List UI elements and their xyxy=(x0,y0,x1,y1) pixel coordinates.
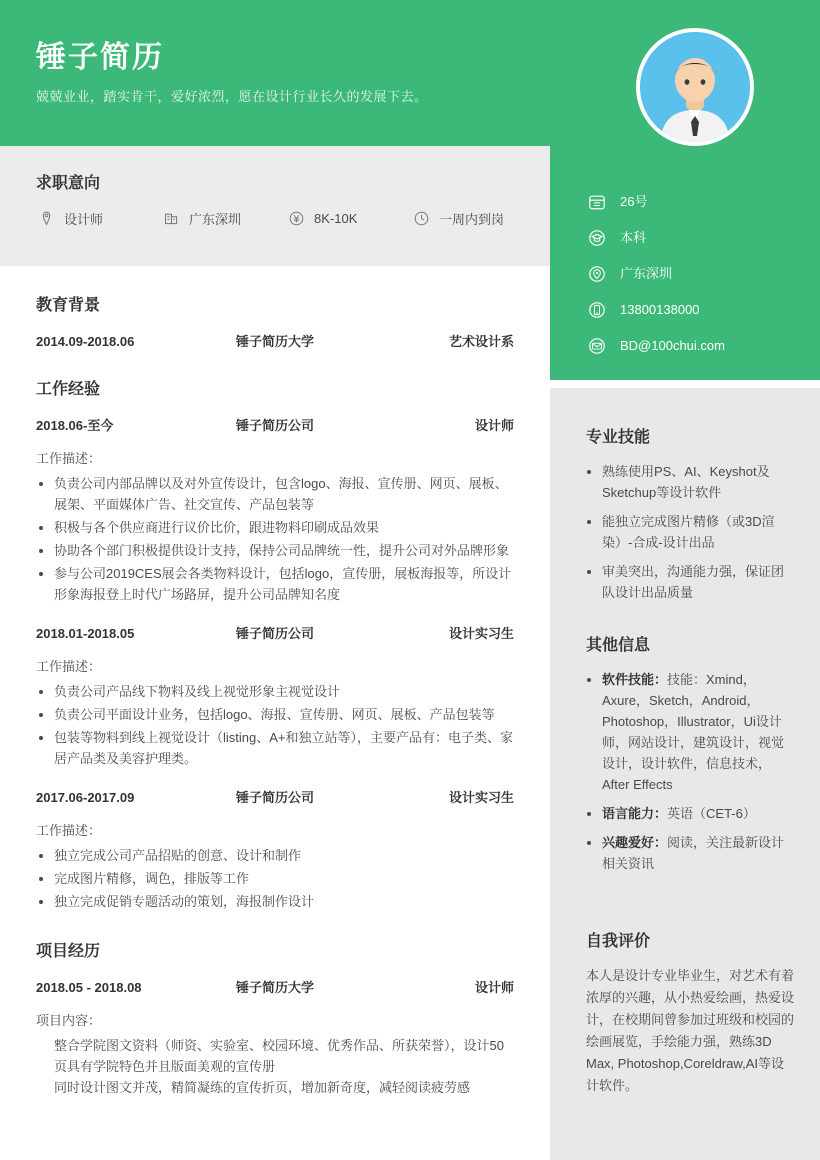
list-item: • 参与公司2019CES展会各类物料设计，包括logo，宣传册，展板海报等，所设计形象海报登上时代广场路屏，提升公司品牌知名度 xyxy=(54,563,514,605)
list-item: • 负责公司内部品牌以及对外宣传设计，包含logo、海报、宣传册、网页、展板、展架、平面媒体广告、社交宣传、产品包装等 xyxy=(54,473,514,515)
avatar-illustration xyxy=(640,32,750,142)
building-icon xyxy=(161,208,181,228)
list-item: • 熟练使用PS、AI、Keyshot及Sketchup等设计软件 xyxy=(602,461,796,503)
list-item: • 负责公司产品线下物料及线上视觉形象主视觉设计 xyxy=(54,681,514,702)
header-tagline: 兢兢业业，踏实肯干，爱好浓烈，愿在设计行业长久的发展下去。 xyxy=(36,89,428,104)
person-icon xyxy=(36,208,56,228)
graduation-icon xyxy=(586,227,608,249)
skills-list xyxy=(586,461,796,603)
item-label: 兴趣爱好： xyxy=(602,835,668,850)
contact-list xyxy=(586,192,806,372)
entry-role: 设计师 xyxy=(474,980,514,995)
list-item: • 积极与各个供应商进行议价比价，跟进物料印刷成品效果 xyxy=(54,517,514,538)
contact-item xyxy=(586,264,806,284)
entry-date: 2018.01-2018.05 xyxy=(36,626,135,641)
clock-icon xyxy=(411,208,431,228)
self-evaluation-text: 本人是设计专业毕业生，对艺术有着浓厚的兴趣，从小热爱绘画，热爱设计，在校期间曾参加过班级和校园的绘画展览，手绘能力强，熟练3D Max, Photoshop,Coreldraw,AI等设计软件。 xyxy=(586,968,795,1093)
entry-date: 2014.09-2018.06 xyxy=(36,334,135,349)
page-title: 锤子简历 xyxy=(36,41,164,74)
education-entry xyxy=(36,331,514,350)
entry-role: 艺术设计系 xyxy=(448,334,514,349)
job-intent-items xyxy=(36,208,536,228)
work-section xyxy=(0,376,550,912)
calendar-icon xyxy=(586,191,608,213)
item-label: 语言能力： xyxy=(602,806,668,821)
entry-org: 锤子简历公司 xyxy=(236,790,315,805)
list-item xyxy=(602,803,796,824)
education-section xyxy=(0,292,550,350)
entry-date: 2018.06-至今 xyxy=(36,418,114,433)
list-item: • 负责公司平面设计业务，包括logo、海报、宣传册、网页、展板、产品包装等 xyxy=(54,704,514,725)
avatar xyxy=(636,28,754,146)
list-item: • 能独立完成图片精修（或3D渲染）-合成-设计出品 xyxy=(602,511,796,553)
project-line: 同时设计图文并茂，精简凝练的宣传折页，增加新奇度，减轻阅读疲劳感 xyxy=(54,1080,471,1095)
entry-role: 设计实习生 xyxy=(448,790,514,805)
list-item: • 包装等物料到线上视觉设计（listing、A+和独立站等），主要产品有：电子类、家居产品类及美容护理类。 xyxy=(54,727,514,769)
work-entry-header xyxy=(36,787,514,806)
contact-item xyxy=(586,228,806,248)
entry-role: 设计实习生 xyxy=(448,626,514,641)
intent-item xyxy=(161,208,286,228)
desc-label: 项目内容： xyxy=(36,1013,102,1028)
other-info-section xyxy=(586,632,796,882)
list-item: • 协助各个部门积极提供设计支持，保持公司品牌统一性，提升公司对外品牌形象 xyxy=(54,540,514,561)
desc-label: 工作描述： xyxy=(36,659,102,674)
section-title-intent: 求职意向 xyxy=(36,175,101,192)
intent-text: 8K-10K xyxy=(314,210,358,226)
section-title-other: 其他信息 xyxy=(586,637,651,654)
contact-value: 广东深圳 xyxy=(620,266,673,281)
entry-org: 锤子简历公司 xyxy=(236,418,315,433)
entry-date: 2018.05 - 2018.08 xyxy=(36,980,142,995)
section-title-project: 项目经历 xyxy=(36,943,101,960)
entry-role: 设计师 xyxy=(474,418,514,433)
list-item: • 审美突出，沟通能力强，保证团队设计出品质量 xyxy=(602,561,796,603)
list-item: • 独立完成公司产品招贴的创意、设计和制作 xyxy=(54,845,514,866)
intent-text: 一周内到岗 xyxy=(439,211,505,227)
self-evaluation-section xyxy=(586,928,796,1097)
other-info-list xyxy=(586,669,796,874)
intent-item xyxy=(411,208,536,228)
entry-org: 锤子简历大学 xyxy=(236,334,315,349)
section-title-self: 自我评价 xyxy=(586,933,651,950)
entry-org: 锤子简历公司 xyxy=(236,626,315,641)
contact-value: 本科 xyxy=(620,230,647,245)
skills-section xyxy=(586,424,796,611)
section-title-skills: 专业技能 xyxy=(586,429,651,446)
intent-item xyxy=(286,208,411,228)
left-body xyxy=(0,266,550,1098)
item-text: 英语（CET-6） xyxy=(667,806,756,821)
project-section xyxy=(0,938,550,1098)
desc-label: 工作描述： xyxy=(36,451,102,466)
project-line: 整合学院图文资料（师资、实验室、校园环境、优秀作品、所获荣誉），设计50页具有学院特色并且版面美观的宣传册 xyxy=(54,1038,504,1074)
intent-item xyxy=(36,208,161,228)
list-item xyxy=(602,832,796,874)
list-item: • 独立完成促销专题活动的策划，海报制作设计 xyxy=(54,891,514,912)
right-column xyxy=(550,0,820,1160)
contact-value: 13800138000 xyxy=(620,302,700,317)
work-bullets xyxy=(36,845,514,912)
job-intent-band xyxy=(0,146,550,266)
location-icon xyxy=(586,263,608,285)
item-text: 阅读，关注最新设计相关资讯 xyxy=(602,835,785,871)
work-entry-header xyxy=(36,415,514,434)
desc-label: 工作描述： xyxy=(36,823,102,838)
intent-text: 设计师 xyxy=(64,211,104,227)
mail-icon xyxy=(586,335,608,357)
work-bullets xyxy=(36,681,514,769)
work-bullets xyxy=(36,473,514,605)
contact-value: BD@100chui.com xyxy=(620,338,725,353)
item-label: 软件技能： xyxy=(602,672,668,687)
list-item: • 完成图片精修，调色，排版等工作 xyxy=(54,868,514,889)
item-text: 技能：Xmind，Axure，Sketch，Android，Photoshop，Illustrator，Ui设计师，网站设计，建筑设计，视觉设计，设计软件，信息技术，After Effects xyxy=(602,672,785,792)
section-title-work: 工作经验 xyxy=(36,381,101,398)
intent-text: 广东深圳 xyxy=(189,211,242,227)
entry-date: 2017.06-2017.09 xyxy=(36,790,135,805)
phone-icon xyxy=(586,299,608,321)
section-title-education: 教育背景 xyxy=(36,297,101,314)
entry-org: 锤子简历大学 xyxy=(236,980,315,995)
contact-item xyxy=(586,300,806,320)
yen-icon xyxy=(286,208,306,228)
contact-value: 26号 xyxy=(620,194,648,209)
project-entry-header xyxy=(36,977,514,996)
list-item xyxy=(602,669,796,795)
contact-item xyxy=(586,192,806,212)
contact-item xyxy=(586,336,806,356)
work-entry-header xyxy=(36,623,514,642)
